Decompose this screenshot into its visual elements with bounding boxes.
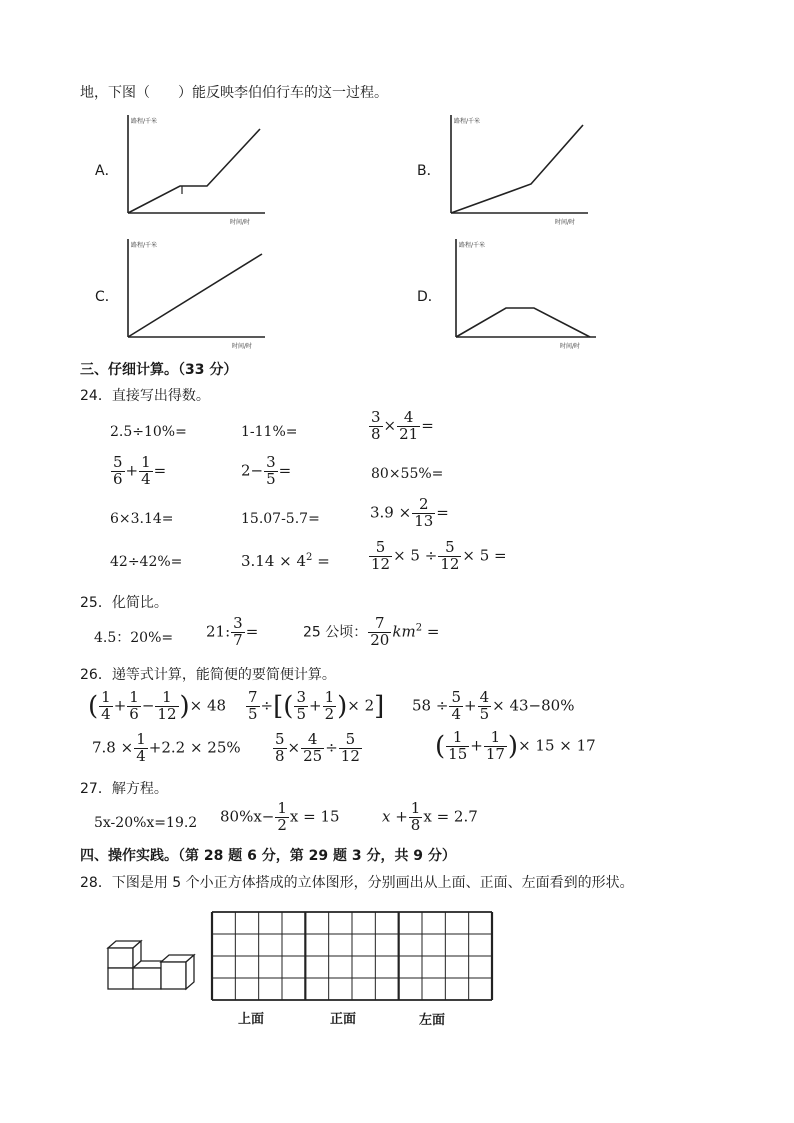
q24-item-2: 1-11%= (241, 424, 298, 440)
x-axis-label: 时间/时 (560, 343, 581, 350)
q25-item-2: 21: $\frac{3}{7}$ = (206, 614, 259, 649)
section-3-title: 三、仔细计算。（33 分） (80, 362, 238, 378)
q25-item-3: 25 公顷： $\frac{7}{20}$ $km^2$ = (303, 614, 440, 649)
option-a-label: A． (95, 163, 119, 179)
q24-item-10: 42÷42%= (110, 554, 183, 570)
x-axis-label: 时间/时 (555, 219, 576, 226)
graph-line (128, 254, 262, 337)
fraction: $\frac{1}{8}$ (410, 799, 421, 834)
y-axis-label: 路程/千米 (131, 118, 158, 125)
fraction: $\frac{3}{8}$ (371, 408, 381, 443)
q28-title: 28．下图是用 5 个小正方体搭成的立体图形，分别画出从上面、正面、左面看到的形状。 (80, 875, 634, 891)
q26-expr-4: 7.8 × $\frac{1}{4}$ +2.2 × 25% (92, 730, 241, 765)
x-axis-label: 时间/时 (232, 343, 253, 350)
q24-item-5: 2− $\frac{3}{5}$ = (241, 453, 292, 488)
fraction: $\frac{1}{2}$ (277, 799, 287, 834)
fraction: $\frac{5}{12}$ (340, 730, 360, 765)
fraction: $\frac{1}{2}$ (324, 688, 335, 723)
fraction: $\frac{5}{4}$ (451, 688, 461, 723)
graph-b (443, 112, 593, 227)
q24-title: 24．直接写出得数。 (80, 388, 210, 404)
q26-title: 26．递等式计算，能简便的要简便计算。 (80, 667, 336, 683)
q24-item-3: $\frac{3}{8}$ × $\frac{4}{21}$ = (371, 408, 434, 443)
label-top-view: 上面 (238, 1012, 265, 1027)
option-b-label: B． (417, 163, 441, 179)
graph-line (456, 308, 590, 337)
q26-expr-3: 58 ÷ $\frac{5}{4}$ + $\frac{4}{5}$ × 43−80% (412, 688, 575, 723)
q24-item-6: 80×55%= (371, 466, 444, 482)
q26-expr-5: $\frac{5}{8}$ × $\frac{4}{25}$ ÷ $\frac{5}{12}$ (275, 730, 360, 765)
fraction: $\frac{7}{20}$ (370, 614, 390, 649)
fraction: $\frac{1}{4}$ (101, 688, 111, 723)
q27-equation-1: 5x-20%x=19.2 (94, 815, 198, 831)
q24-item-4: $\frac{5}{6}$ + $\frac{1}{4}$ = (113, 453, 167, 488)
q26-expr-2: $\frac{7}{5}$ ÷[( $\frac{3}{5}$ + $\frac{1}{2}$ )× 2] (248, 688, 385, 723)
y-axis-label: 路程/千米 (454, 118, 481, 125)
option-d-label: D． (417, 289, 442, 305)
y-axis-label: 路程/千米 (459, 242, 486, 249)
fraction: $\frac{1}{4}$ (136, 730, 146, 765)
fraction: $\frac{4}{21}$ (399, 408, 419, 443)
graph-d (448, 236, 598, 351)
q24-item-1: 2.5÷10%= (110, 424, 187, 440)
fraction: $\frac{3}{5}$ (296, 688, 306, 723)
q24-item-7: 6×3.14= (110, 511, 174, 527)
q26-expr-1: ( $\frac{1}{4}$ + $\frac{1}{6}$ − $\frac{1}{12}$ )× 48 (88, 688, 227, 723)
q24-item-8: 15.07-5.7= (241, 511, 320, 527)
fraction: $\frac{1}{17}$ (485, 728, 505, 763)
fraction: $\frac{3}{7}$ (233, 614, 243, 649)
fraction: $\frac{5}{6}$ (113, 453, 123, 488)
q25-item-1: 4.5：20%= (94, 630, 174, 646)
fraction: $\frac{5}{12}$ (371, 538, 391, 573)
q24-item-9: 3.9 × $\frac{2}{13}$ = (370, 495, 449, 530)
section-4-title: 四、操作实践。（第 28 题 6 分，第 29 题 3 分，共 9 分） (80, 848, 456, 864)
fraction: $\frac{1}{15}$ (448, 728, 468, 763)
q25-title: 25．化简比。 (80, 595, 168, 611)
drawing-grid[interactable] (210, 910, 494, 1002)
q27-title: 27．解方程。 (80, 781, 168, 797)
fraction: $\frac{1}{6}$ (129, 688, 139, 723)
label-left-view: 左面 (419, 1013, 446, 1028)
graph-line (451, 125, 583, 213)
graph-a (120, 112, 270, 227)
option-c-label: C． (95, 289, 119, 305)
fraction: $\frac{2}{13}$ (414, 495, 434, 530)
fraction: $\frac{4}{5}$ (479, 688, 490, 723)
q24-item-11: $3.14 \times 4^2$ = (241, 552, 330, 570)
fraction: $\frac{5}{8}$ (275, 730, 285, 765)
fraction: $\frac{4}{25}$ (303, 730, 323, 765)
q26-expr-6: ( $\frac{1}{15}$ + $\frac{1}{17}$ )× 15 × 17 (435, 728, 596, 763)
x-axis-label: 时间/时 (230, 219, 251, 226)
y-axis-label: 路程/千米 (131, 242, 158, 249)
graph-c (120, 236, 270, 351)
fraction: $\frac{1}{4}$ (141, 453, 151, 488)
cube-figure (106, 938, 196, 1000)
q27-equation-3: x + $\frac{1}{8}$ x = 2.7 (382, 799, 478, 834)
label-front-view: 正面 (330, 1012, 357, 1027)
graph-line (128, 129, 260, 213)
fraction: $\frac{1}{12}$ (157, 688, 177, 723)
fraction: $\frac{5}{12}$ (440, 538, 460, 573)
fraction: $\frac{3}{5}$ (266, 453, 276, 488)
question-intro: 地，下图（ ）能反映李伯伯行车的这一过程。 (80, 85, 388, 101)
fraction: $\frac{7}{5}$ (248, 688, 258, 723)
q24-item-12: $\frac{5}{12}$ × 5 ÷ $\frac{5}{12}$ × 5 = (371, 538, 507, 573)
q27-equation-2: 80%x− $\frac{1}{2}$ x = 15 (220, 799, 340, 834)
